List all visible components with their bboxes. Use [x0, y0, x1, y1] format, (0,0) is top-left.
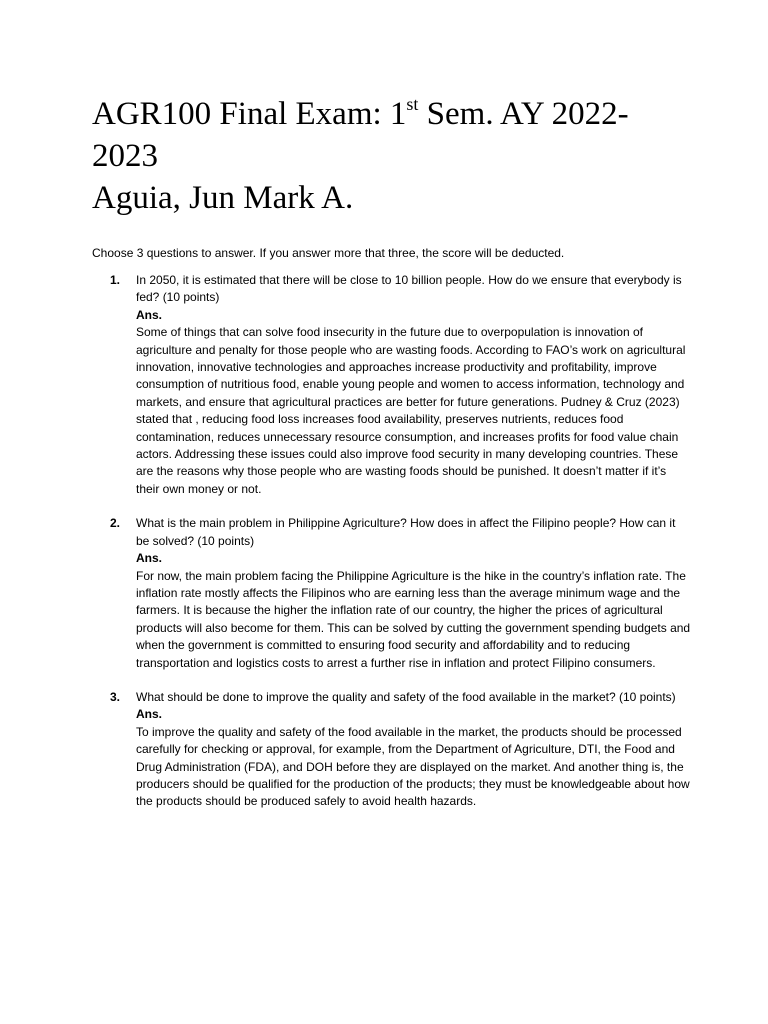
answer-text: To improve the quality and safety of the food available in the market, the products should be processed carefully for checking or approval, for example, from the Department of Agriculture, DTI, the Food and Drug Administration (FDA), and DOH before they are displayed on the market. And another thing is, the producers should be qualified for the production of the products; they must be knowledgeable about how the products should be produced safely to avoid health hazards. [136, 724, 690, 809]
answer-text: Some of things that can solve food insecurity in the future due to overpopulation is innovation of agriculture and penalty for those people who are wasting foods. According to FAO’s work on agricultural innovation, innovative technologies and approaches increase productivity and profitability, improve consumption of nutritious food, enable young people and women to access information, technology and markets, and ensure that agricultural practices are better for future generations. Pudney & Cruz (2023) stated that , reducing food loss increases food availability, preserves nutrients, reduces food contamination, reduces unnecessary resource consumption, and increases profits for food value chain actors. Addressing these issues could also improve food security in many developing countries. These are the reasons why those people who are wasting foods should be punished. It doesn’t matter if it’s their own money or not. [136, 325, 686, 496]
exam-title [92, 93, 712, 135]
exam-title-year: 2023 [92, 138, 158, 174]
question-item-2 [92, 515, 692, 672]
question-text: What is the main problem in Philippine Agriculture? How does in affect the Filipino people? How can it be solved? (10 points) [136, 516, 676, 548]
exam-title-text: AGR100 Final Exam: 1 [92, 96, 407, 132]
question-item-3 [92, 689, 692, 811]
question-item-1 [92, 272, 692, 498]
document-header [92, 93, 712, 219]
answer-label: Ans. [136, 307, 163, 322]
exam-instructions: Choose 3 questions to answer. If you answer more that three, the score will be deducted. [92, 246, 565, 260]
question-text: In 2050, it is estimated that there will be close to 10 billion people. How do we ensure that everybody is fed? (10 points) [136, 273, 682, 305]
question-number: 1. [110, 273, 121, 287]
answer-text: For now, the main problem facing the Philippine Agriculture is the hike in the country’s inflation rate. The inflation rate mostly affects the Filipinos who are earning less than the average minimum wage and the farmers. It is because the higher the inflation rate of our country, the higher the prices of agricultural products will also become for them. This can be solved by cutting the government spending budgets and when the government is committed to ensuring food security and affordability and to reducing transportation and logistics costs to arrest a further rise in inflation and protect Filipino consumers. [136, 568, 691, 670]
question-number: 3. [110, 689, 121, 704]
answer-label: Ans. [136, 707, 163, 722]
exam-title-text-continued: Sem. AY 2022- [418, 96, 629, 132]
author-name: Aguia, Jun Mark A. [92, 180, 354, 216]
question-list [92, 272, 692, 828]
question-number: 2. [110, 516, 121, 531]
question-text: What should be done to improve the quality and safety of the food available in the market? (10 points) [136, 689, 676, 704]
answer-label: Ans. [136, 551, 163, 566]
exam-title-superscript: st [406, 94, 419, 114]
